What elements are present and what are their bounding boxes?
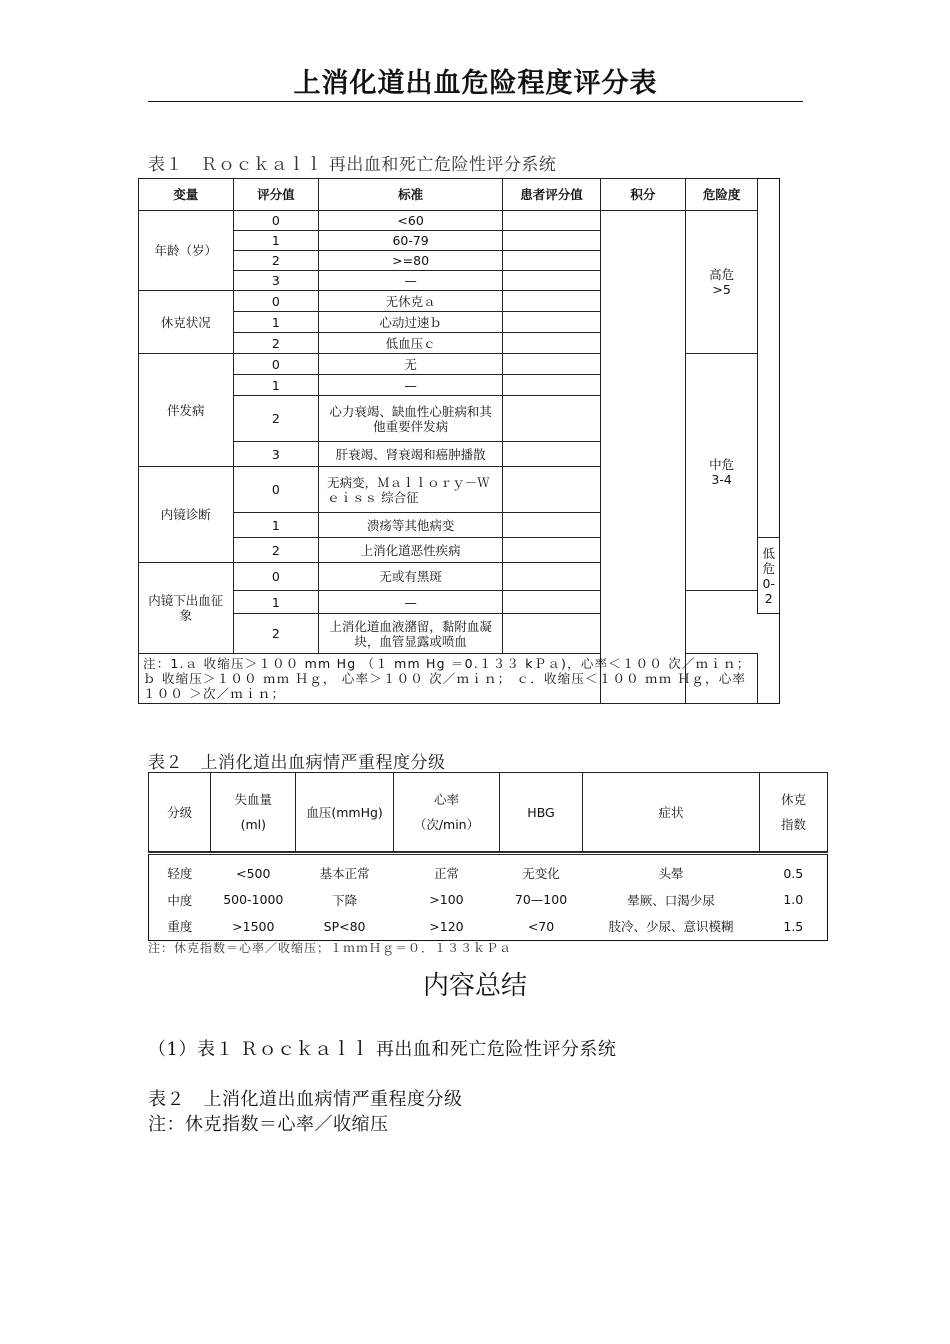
criteria-cell: 心力衰竭、缺血性心脏病和其他重要伴发病 xyxy=(319,396,503,442)
title-underline xyxy=(148,101,803,102)
hbg-cell: <70 xyxy=(527,918,555,934)
blood-pressure-cell: 基本正常 xyxy=(319,866,370,882)
heart-rate-cell: >120 xyxy=(429,918,464,934)
criteria-cell: — xyxy=(319,591,503,614)
summary-title: 内容总结 xyxy=(422,971,527,1001)
criteria-cell: 心动过速ｂ xyxy=(319,312,503,333)
risk-medium: 中危 3-4 xyxy=(685,354,758,591)
patient-score-cell[interactable] xyxy=(503,442,601,467)
score-cell: 3 xyxy=(233,271,319,291)
grade-cell: 轻度 xyxy=(167,866,193,882)
criteria-cell: 无或有黑斑 xyxy=(319,563,503,591)
header-blood-pressure: 血压(mmHg) xyxy=(296,773,393,852)
criteria-cell: >=80 xyxy=(319,251,503,271)
blood-loss-cell: <500 xyxy=(236,865,271,881)
header-criteria: 标准 xyxy=(319,179,503,211)
grade-cell: 中度 xyxy=(167,892,193,908)
heart-rate-cell: 正常 xyxy=(433,866,459,882)
grade-cell: 重度 xyxy=(167,919,193,935)
summary-line-3: 注：休克指数＝心率／收缩压 xyxy=(148,1114,389,1135)
patient-score-cell[interactable] xyxy=(503,211,601,231)
score-cell: 1 xyxy=(233,375,319,396)
table2-caption: 表２ 上消化道出血病情严重程度分级 xyxy=(148,753,446,773)
variable-age: 年龄（岁） xyxy=(139,211,234,291)
score-cell: 0 xyxy=(233,563,319,591)
patient-score-cell[interactable] xyxy=(503,354,601,375)
score-cell: 0 xyxy=(233,467,319,513)
header-heart-rate: 心率（次/min） xyxy=(393,773,499,852)
patient-score-cell[interactable] xyxy=(503,271,601,291)
variable-shock: 休克状况 xyxy=(139,291,234,354)
header-hbg: HBG xyxy=(500,773,583,852)
table1-caption: 表１ Ｒｏｃｋａｌｌ 再出血和死亡危险性评分系统 xyxy=(148,155,557,175)
score-cell: 0 xyxy=(233,291,319,312)
score-cell: 1 xyxy=(233,312,319,333)
criteria-cell: 上消化道恶性疾病 xyxy=(319,538,503,563)
rockall-table xyxy=(138,178,780,704)
header-risk: 危险度 xyxy=(685,179,758,211)
table2-note: 注：休克指数＝心率／收缩压；１ｍｍＨｇ＝０．１３３ｋＰａ xyxy=(148,941,513,955)
shock-index-cell: 0.5 xyxy=(783,865,804,881)
patient-score-cell[interactable] xyxy=(503,333,601,354)
patient-score-cell[interactable] xyxy=(503,614,601,654)
score-cell: 3 xyxy=(233,442,319,467)
criteria-cell: 无休克ａ xyxy=(319,291,503,312)
score-cell: 0 xyxy=(233,211,319,231)
score-cell: 2 xyxy=(233,396,319,442)
variable-endoscopic-diagnosis: 内镜诊断 xyxy=(139,467,234,563)
blood-loss-cell: >1500 xyxy=(232,918,275,934)
hbg-cell: 70—100 xyxy=(514,892,568,908)
header-variable: 变量 xyxy=(139,179,234,211)
score-cell: 2 xyxy=(233,333,319,354)
criteria-cell: — xyxy=(319,271,503,291)
table-row xyxy=(149,913,828,940)
criteria-cell: 肝衰竭、肾衰竭和癌肿播散 xyxy=(319,442,503,467)
variable-bleeding-signs: 内镜下出血征象 xyxy=(139,563,234,654)
symptoms-cell: 晕厥、口渴少尿 xyxy=(627,892,715,908)
blood-loss-cell: 500-1000 xyxy=(223,892,284,908)
table1-note: 注：1.ａ 收缩压＞１００ mm Hg （１ mm Hg ＝0.１３３ kＰａ)，心率＜１００ 次／ｍｉｎ；ｂ 收缩压＞１００ ｍｍ Ｈｇ， 心率＞１００ 次／ｍｉｎ； ｃ．收缩压＜１００ ｍｍ Ｈｇ，心率１００ ＞次／ｍｉｎ； xyxy=(139,654,758,704)
shock-index-cell: 1.0 xyxy=(783,892,804,908)
table-row xyxy=(149,854,828,887)
header-symptoms: 症状 xyxy=(582,773,759,852)
score-cell: 2 xyxy=(233,614,319,654)
header-blood-loss: 失血量(ml) xyxy=(211,773,296,852)
criteria-cell: 无 xyxy=(319,354,503,375)
patient-score-cell[interactable] xyxy=(503,563,601,591)
header-patient-score: 患者评分值 xyxy=(503,179,601,211)
risk-high: 高危 >5 xyxy=(685,211,758,354)
header-score: 评分值 xyxy=(233,179,319,211)
criteria-cell: — xyxy=(319,375,503,396)
patient-score-cell[interactable] xyxy=(503,538,601,563)
variable-comorbidity: 伴发病 xyxy=(139,354,234,467)
patient-score-cell[interactable] xyxy=(503,231,601,251)
score-cell: 2 xyxy=(233,251,319,271)
patient-score-cell[interactable] xyxy=(503,375,601,396)
hbg-cell: 无变化 xyxy=(522,866,560,882)
page-title: 上消化道出血危险程度评分表 xyxy=(293,68,658,99)
criteria-cell: 溃疡等其他病变 xyxy=(319,513,503,538)
patient-score-cell[interactable] xyxy=(503,312,601,333)
patient-score-cell[interactable] xyxy=(503,396,601,442)
criteria-cell: 60-79 xyxy=(319,231,503,251)
heart-rate-cell: >100 xyxy=(429,892,464,908)
criteria-cell: 无病变，Ｍａｌｌｏｒｙ－Ｗｅｉｓｓ 综合征 xyxy=(319,467,503,513)
points-cell[interactable] xyxy=(601,211,686,704)
score-cell: 1 xyxy=(233,591,319,614)
criteria-cell: <60 xyxy=(319,211,503,231)
symptoms-cell: 肢冷、少尿、意识模糊 xyxy=(608,919,734,935)
score-cell: 0 xyxy=(233,354,319,375)
header-shock-index: 休克指数 xyxy=(760,773,828,852)
patient-score-cell[interactable] xyxy=(503,513,601,538)
criteria-cell: 低血压ｃ xyxy=(319,333,503,354)
patient-score-cell[interactable] xyxy=(503,467,601,513)
symptoms-cell: 头晕 xyxy=(658,866,684,882)
summary-line-1: （1）表１ Ｒｏｃｋａｌｌ 再出血和死亡危险性评分系统 xyxy=(148,1039,617,1060)
shock-index-cell: 1.5 xyxy=(783,918,804,934)
blood-pressure-cell: 下降 xyxy=(332,892,358,908)
score-cell: 1 xyxy=(233,513,319,538)
score-cell: 1 xyxy=(233,231,319,251)
patient-score-cell[interactable] xyxy=(503,251,601,271)
criteria-cell: 上消化道血液潴留，黏附血凝块，血管显露或喷血 xyxy=(319,614,503,654)
patient-score-cell[interactable] xyxy=(503,591,601,614)
severity-table xyxy=(148,772,828,941)
header-points: 积分 xyxy=(601,179,686,211)
patient-score-cell[interactable] xyxy=(503,291,601,312)
score-cell: 2 xyxy=(233,538,319,563)
risk-low: 低危 0-2 xyxy=(758,538,780,614)
header-grade: 分级 xyxy=(149,773,211,852)
table-row xyxy=(149,887,828,914)
blood-pressure-cell: SP<80 xyxy=(323,918,366,934)
summary-line-2: 表２ 上消化道出血病情严重程度分级 xyxy=(148,1089,463,1110)
